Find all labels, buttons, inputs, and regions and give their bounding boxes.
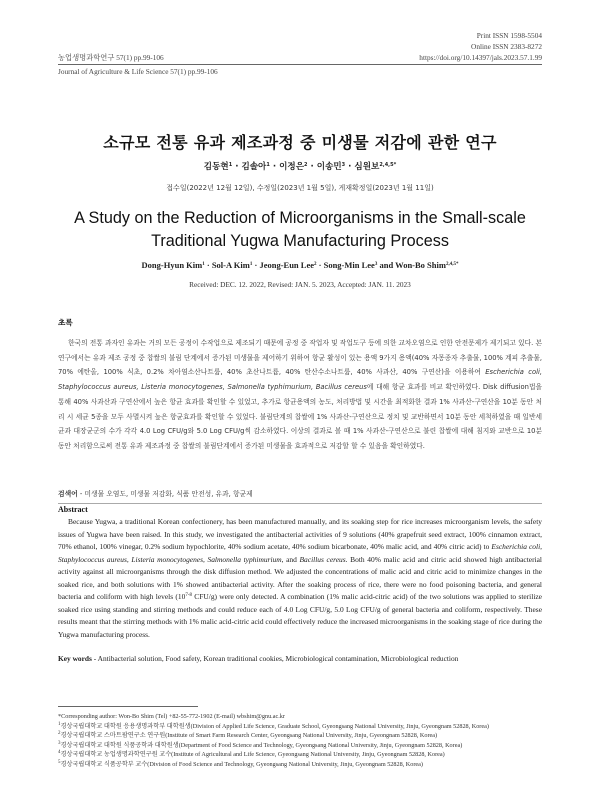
affiliation-mark: 3 (58, 740, 61, 746)
species-names: Escherichia coli, Staphylococcus aureus, Listeria monocytogenes, Salmonella typhimurium (58, 542, 542, 564)
footnotes (58, 712, 542, 769)
affiliation-mark: 4 (58, 750, 61, 755)
author-separator: · (206, 260, 210, 270)
species-names: Bacillus cereus (299, 554, 346, 564)
english-keywords (58, 654, 542, 663)
korean-abstract-heading: 초록 (58, 318, 73, 327)
section-divider (58, 503, 542, 504)
header-rule (58, 64, 542, 65)
author-affiliation-mark: 3 (374, 262, 378, 267)
author-name: 이송민 (316, 162, 342, 172)
author-conjunction: and (379, 260, 394, 270)
abstract-text: CFU/g) were only detected. A combination (1% malic acid-citric acid) of the two solutions was applied to sterilize soaked rice using standing and stirring methods and could reduce each of 4.0 Log CFU/g, 5.0 Log CFU/g of general bacteria and coliform, respectively. These results meant that the stirring methods with 1% malic acid-citric acid could effectively reduce the increased microorganisms in the soaking stage of rice during the Yugwa manufacturing process. (58, 592, 542, 639)
corresponding-author-note: *Corresponding author: Won-Bo Shim (Tel) +82-55-772-1902 (E-mail) wbshim@gnu.ac.kr (58, 713, 285, 720)
species-names: Escherichia coli, Staphylococcus aureus, Listeria monocytogenes, Salmonella typhimurium, Bacillus cereus (58, 368, 542, 392)
affiliation-text: 경상국립대학교 대학원 응용생명과학부 대학원생(Division of Applied Life Science, Graduate School, Gyeongsang National University, Jinju, Gyeongnam 52828, Korea) (60, 722, 489, 730)
korean-title: 소규모 전통 유과 제조과정 중 미생물 저감에 관한 연구 (103, 133, 497, 152)
author-name: Jeong-Eun Lee (259, 260, 314, 270)
author-affiliation-mark: 1 (202, 262, 205, 267)
affiliation-note (58, 722, 542, 732)
author-affiliation-mark: 2,4,5* (379, 162, 397, 168)
author-separator: · (272, 162, 277, 172)
keywords-label: 검색어 (58, 490, 78, 498)
english-abstract-heading: Abstract (58, 505, 88, 514)
author-separator: · (318, 260, 322, 270)
keywords-text: - Antibacterial solution, Food safety, Korean traditional cookies, Microbiological contamination, Microbiological reduction (91, 654, 459, 663)
author-affiliation-mark: 1 (249, 262, 253, 267)
journal-korean-citation: 농업생명과학연구 57(1) pp.99-106 (58, 53, 164, 62)
abstract-text: 에 대해 항균 효과를 비교 확인하였다. Disk diffusion법을 통해 40% 사과산과 구연산에서 높은 항균 효과를 확인할 수 있었고, 추가로 항균용액의 농도, 처리방법 및 시간을 최적화한 결과 1% 사과산-구연산을 10분 동안 처리 시 세균 5종을 모두 사멸시켜 높은 항균효과를 확인할 수 있었다. 불림단계의 찹쌀에 1% 사과산-구연산으로 정치 및 교반하면서 10분 동안 세척하였을 때 일반세균과 대장균군의 수가 각각 4.0 Log CFU/g와 5.0 Log CFU/g씩 감소하였다. 이상의 결과로 볼 때 1% 사과산-구연산으로 불린 찹쌀에 대해 침지와 교반으로 10분 동안 처리함으로써 전통 유과 제조과정 중 찹쌀의 불림단계에서 증가된 미생물을 효과적으로 저감할 할 수 있음을 확인하였다. (58, 383, 542, 450)
print-issn: Print ISSN 1598-5504 (476, 31, 542, 40)
korean-abstract-body (58, 336, 542, 454)
english-title-line: A Study on the Reduction of Microorganisms in the Small-scale (74, 209, 526, 227)
online-issn: Online ISSN 2383-8272 (471, 42, 542, 51)
affiliation-text: 경상국립대학교 농업생명과학연구원 교수(Institute of Agricultural and Life Science, Gyeongsang National University, Jinju, Gyeongnam 52828, Korea) (60, 751, 445, 758)
footnote-rule (58, 706, 198, 707)
author-name: Won-Bo Shim (395, 260, 446, 270)
journal-english-citation: Journal of Agriculture & Life Science 57(1) pp.99-106 (58, 67, 218, 76)
english-authors (0, 260, 600, 270)
exponent: 7-8 (185, 593, 192, 598)
author-affiliation-mark: 2,4,5* (445, 262, 459, 267)
affiliation-text: 경상국립대학교 스마트팜연구소 연구원(Institute of Smart Farm Research Center, Gyeongsang National University, Jinju, Gyeongnam 52828, Korea) (60, 732, 438, 739)
english-title-line: Traditional Yugwa Manufacturing Process (151, 232, 449, 250)
affiliation-note (58, 760, 542, 770)
author-separator: · (254, 260, 258, 270)
english-title (30, 207, 570, 253)
korean-keywords (58, 488, 542, 498)
author-name: Song-Min Lee (323, 260, 375, 270)
author-name: 김동현 (203, 162, 229, 172)
affiliation-mark: 1 (58, 721, 61, 727)
author-affiliation-mark: 3 (341, 162, 346, 168)
author-separator: · (348, 162, 352, 172)
affiliation-text: 경상국립대학교 대학원 식품공학과 대학원생(Department of Food Science and Technology, Gyeongsang National University, Jinju, Gyeongnam 52828, Korea) (60, 741, 463, 749)
abstract-text: . Both 40% malic acid and citric acid showed high antibacterial activity against all microorganisms through the disk diffusion method. We adjusted the concentrations of malic acid and citric acid to minimize changes in the soaked rice, and both solutions with 1% showed antibacterial activity. After the soaking process of rice, there were no food poisoning bacteria, and general bacteria and coliform with high levels (10 (58, 554, 543, 601)
author-name: 심원보 (354, 162, 380, 172)
author-separator: · (310, 162, 314, 172)
affiliation-mark: 2 (58, 731, 61, 736)
affiliation-note (58, 741, 542, 751)
author-affiliation-mark: 1 (228, 162, 233, 168)
author-name: 김솔아 (241, 162, 267, 172)
affiliation-note (58, 731, 542, 741)
abstract-text: Because Yugwa, a traditional Korean confectionery, has been manufactured manually, and its soaking step for rice increases microorganism levels, the safety issues of Yugwa have been raised. In this study, we investigated the antibacterial activities of 9 solutions (40% grapefruit seed extract, 100% cinnamon extract, 70% ethanol, 100% vinegar, 0.2% sodium hypochlorite, 40% sodium acetate, 40% sodium bicarbonate, 40% malic acid, and 40% citric acid) to (58, 517, 542, 551)
abstract-text: , and (281, 554, 300, 564)
abstract-text: 한국의 전통 과자인 유과는 거의 모든 공정이 수작업으로 제조되기 때문에 공정 중 작업자 및 작업도구 등에 의한 교차오염으로 인한 안전문제가 제기되고 있다. 본 연구에서는 유과 제조 공정 중 찹쌀의 불림 단계에서 증가된 미생물을 제어하기 위하여 항균 활성이 있는 용액 9가지 용액(40% 자몽종자 추출물, 100% 계피 추출물, 70% 에탄올, 100% 식초, 0.2% 차아염소산나트륨, 40% 초산나트륨, 40% 탄산수소나트륨, 40% 사과산, 40% 구연산)을 이용하여 (58, 339, 542, 377)
affiliation-note (58, 750, 542, 760)
doi-link[interactable]: https://doi.org/10.14397/jals.2023.57.1.99 (419, 53, 542, 62)
author-name: 이정은 (279, 162, 305, 172)
english-abstract-body (58, 516, 542, 641)
author-name: Dong-Hyun Kim (141, 260, 203, 270)
author-affiliation-mark: 2 (314, 262, 317, 267)
affiliation-text: 경상국립대학교 식품공학부 교수(Division of Food Science and Technology, Gyeongsang National University, Jinju, Gyeongnam 52828, Korea) (60, 760, 423, 768)
keywords-text: - 미생물 오염도, 미생물 저감화, 식품 안전성, 유과, 항균제 (77, 490, 253, 498)
author-affiliation-mark: 2 (304, 162, 308, 168)
author-name: Sol-A Kim (211, 260, 250, 270)
keywords-label: Key words (58, 654, 92, 663)
author-separator: · (235, 162, 239, 172)
korean-dates: 접수일(2022년 12월 12일), 수정일(2023년 1월 5일), 게재확정일(2023년 1월 11일) (166, 184, 434, 192)
affiliation-mark: 5 (58, 759, 61, 765)
author-affiliation-mark: 1 (266, 162, 270, 168)
english-dates: Received: DEC. 12. 2022, Revised: JAN. 5. 2023, Accepted: JAN. 11. 2023 (189, 280, 411, 289)
korean-authors (0, 160, 600, 172)
